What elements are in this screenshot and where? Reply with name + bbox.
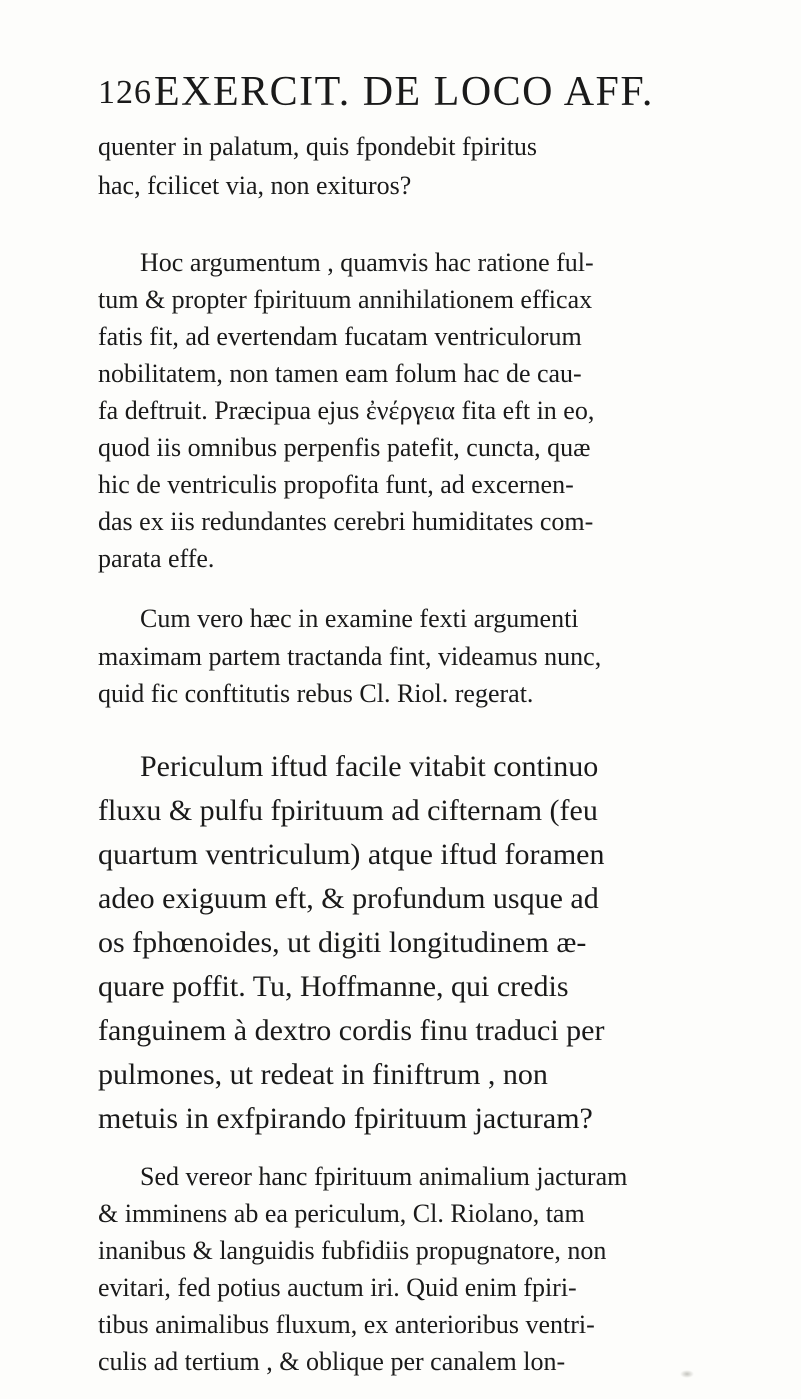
text-line: metuis in exfpirando fpirituum jacturam? — [98, 1102, 593, 1135]
text-line: fatis fit, ad evertendam fucatam ventriculorum — [98, 322, 582, 351]
text-line: os fphœnoides, ut digiti longitudinem æ- — [98, 926, 587, 959]
text-line: Cum vero hæc in examine fexti argumenti — [140, 604, 579, 633]
ink-speck — [680, 1370, 694, 1378]
text-line: nobilitatem, non tamen eam folum hac de cau- — [98, 359, 582, 388]
page-header — [98, 68, 738, 124]
text-line: pulmones, ut redeat in finiftrum , non — [98, 1058, 548, 1091]
text-line: inanibus & languidis fubfidiis propugnatore, non — [98, 1236, 607, 1265]
text-line: tum & propter fpirituum annihilationem efficax — [98, 285, 593, 314]
text-line: quid fic conftitutis rebus Cl. Riol. regerat. — [98, 679, 534, 708]
text-line: & imminens ab ea periculum, Cl. Riolano, tam — [98, 1199, 585, 1228]
text-line: tibus animalibus fluxum, ex anterioribus ventri- — [98, 1310, 595, 1339]
text-line: Periculum iftud facile vitabit continuo — [140, 750, 599, 783]
text-line: Sed vereor hanc fpirituum animalium jacturam — [140, 1162, 628, 1191]
text-line: quenter in palatum, quis fpondebit fpiritus — [98, 132, 538, 161]
text-line: hac, fcilicet via, non exituros? — [98, 171, 412, 200]
text-line: adeo exiguum eft, & profundum usque ad — [98, 882, 599, 915]
text-line: culis ad tertium , & oblique per canalem lon- — [98, 1347, 566, 1376]
text-line: quod iis omnibus perpenfis patefit, cuncta, quæ — [98, 433, 591, 462]
text-line: quare poffit. Tu, Hoffmanne, qui credis — [98, 970, 569, 1003]
text-line: maximam partem tractanda fint, videamus nunc, — [98, 642, 602, 671]
text-line: fa deftruit. Præcipua ejus ἐνέργεια fita eft in eo, — [98, 396, 595, 425]
text-line: parata effe. — [98, 544, 215, 573]
running-head: EXERCIT. DE LOCO AFF. — [154, 69, 654, 115]
text-line: fluxu & pulfu fpirituum ad cifternam (feu — [98, 794, 598, 827]
text-line: fanguinem à dextro cordis finu traduci per — [98, 1014, 605, 1047]
text-line: quartum ventriculum) atque iftud foramen — [98, 838, 605, 871]
text-line: evitari, fed potius auctum iri. Quid enim fpiri- — [98, 1273, 577, 1302]
text-line: das ex iis redundantes cerebri humiditates com- — [98, 507, 594, 536]
text-line: Hoc argumentum , quamvis hac ratione ful- — [140, 248, 594, 277]
text-line: hic de ventriculis propofita funt, ad excernen- — [98, 470, 574, 499]
page-number: 126 — [98, 74, 152, 111]
